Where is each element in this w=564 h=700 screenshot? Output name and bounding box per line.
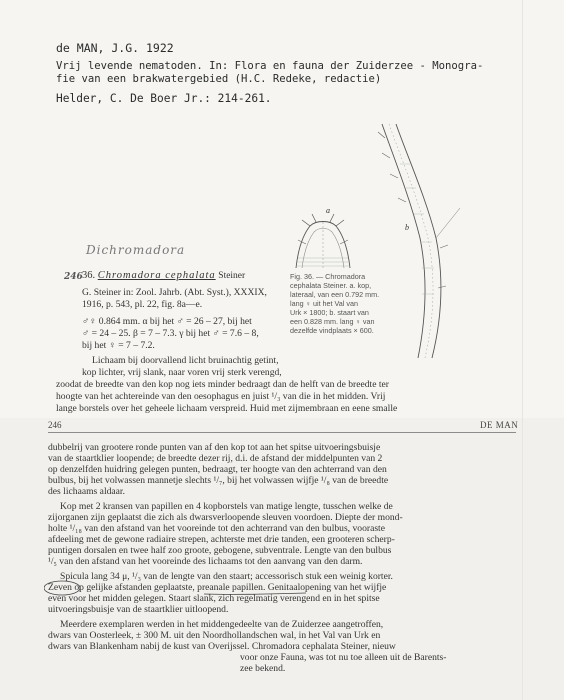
body-line: kop lichter, vrij slank, naar voren vrij sterk verengd, [82,367,282,378]
body-line: zee bekend. [240,663,286,674]
measurement-line-2: ♂ = 24 – 25. β = 7 – 7.3. γ bij het ♂ = 7.6 – 8, [82,328,259,339]
body-line: zoodat de breedte van den kop nog iets minder bedraagt dan de helft van de breedte ter [56,379,389,390]
measurement-line-3: bij het ♀ = 7 – 7.2. [82,340,155,351]
figure-label-b: b [405,223,409,232]
figure-label-a: a [326,206,330,215]
body-line: zijorganen zijn geplaatst die zich als dwarsverloopende sleuven voordoen. Diepte der mond- [48,512,403,523]
page-number: 246 [48,420,62,430]
body-line: dubbelrij van grootere ronde punten van af den kop tot aan het spitse uitvoeringsbuisje [48,442,381,453]
body-line: dwars van Blankenham nabij de kust van Overijssel. Chromadora cephalata Steiner, nieuw [48,641,396,652]
running-head: DE MAN [480,420,519,430]
handwritten-genus: Dichromadora [86,243,186,257]
citation-line-1: G. Steiner in: Zool. Jahrb. (Abt. Syst.), XXXIX, [82,287,267,298]
body-line: uitvoeringsbuisje van de staartklier uitloopend. [48,604,229,615]
body-line: voor onze Fauna, was tot nu toe alleen uit de Barents- [240,652,447,663]
species-name: Chromadora cephalata [97,270,216,281]
body-line-annotated: Zeven op gelijke afstanden geplaatste, preanale papillen. Genitaalopening van het wijfje [48,582,387,593]
title-line-2: fie van een brakwatergebied (H.C. Redeke, redactie) [56,73,382,85]
header-rule [48,432,516,433]
body-line: Lichaam bij doorvallend licht bruinachtig getint, [92,355,279,366]
body-line: hoogte van het achtereinde van den oesophagus en juist ¹/₃ van die in het midden. Vrij [56,391,386,402]
publisher: Helder, C. De Boer Jr.: 214-261. [56,92,272,105]
body-line: even voor het midden gelegen. Staart slank, zich regelmatig verengend en in het spitse [48,593,380,604]
caption-line: cephalata Steiner. a. kop, [290,281,372,290]
caption-line: lateraal, van een 0.792 mm. [290,290,380,299]
body-line: op denzelfden huidring gelegen punten, bedraagt, ter hoogte van den achterrand van den [48,464,387,475]
body-line: van de staartklier loopende; de breedte dezer rij, d.i. de afstand der middelpunten van 2 [48,453,383,464]
figure-caption [290,272,379,335]
citation-line-2: 1916, p. 543, pl. 22, fig. 8a—e. [82,299,203,310]
page-246 [0,418,564,700]
caption-line: Urk × 1800; b. staart van [290,308,369,317]
caption-line: lang ♀ uit het Val van [290,299,358,308]
body-line: Kop met 2 kransen van papillen en 4 kopborstels van matige lengte, tusschen welke de [60,501,393,512]
body-line: des lichaams aldaar. [48,486,125,497]
measurement-line-1: ♂♀ 0.864 mm. α bij het ♂ = 26 – 27, bij het [82,316,252,327]
species-heading [82,270,245,281]
body-line: afdeeling met de gewone radiaire strepen, achterste met drie tanden, een grooteren scherp- [48,534,395,545]
body-line: lange borstels over het geheele lichaam verspreid. Huid met zijmembraan en eene smalle [56,403,398,414]
author-year: de MAN, J.G. 1922 [56,41,174,55]
handwritten-number: 246 [64,272,83,282]
body-line: dwars van Oosterleek, ± 300 M. uit den Noordhollandschen wal, in het Val van Urk en [48,630,381,641]
pen-annotations [44,578,344,598]
caption-line: een 0.828 mm. lang ♀ van [290,317,375,326]
body-line: puntigen dorsalen en twee half zoo groote, gebogene, subventrale. Lengte van den bulbus [48,545,392,556]
caption-line: dezelfde vindplaats × 600. [290,326,374,335]
edge-strip [522,0,523,700]
body-line: holte ¹/₁₈ van den afstand van het vooreinde tot den achterrand van den bulbus, vooraste [48,523,385,534]
species-number: 36. [82,270,96,281]
figure-a-head-drawing [288,200,358,270]
body-line: Spicula lang 34 μ, ¹/₃ van de lengte van den staart; accessorisch stuk een weinig korter. [60,571,393,582]
caption-line: Fig. 36. — Chromadora [290,272,366,281]
body-line: ¹/₅ van den afstand van het vooreinde des lichaams tot den aanvang van den darm. [48,556,363,567]
body-line: Meerdere exemplaren werden in het middengedeelte van de Zuiderzee aangetroffen, [60,619,384,630]
species-authority: Steiner [218,271,246,281]
title-line-1: Vrij levende nematoden. In: Flora en fauna der Zuiderzee - Monogra- [56,60,484,72]
body-line: bulbus, bij het volwassen mannetje slechts ¹/₇, bij het volwassen wijfje ¹/₈ van de breedte [48,475,389,486]
